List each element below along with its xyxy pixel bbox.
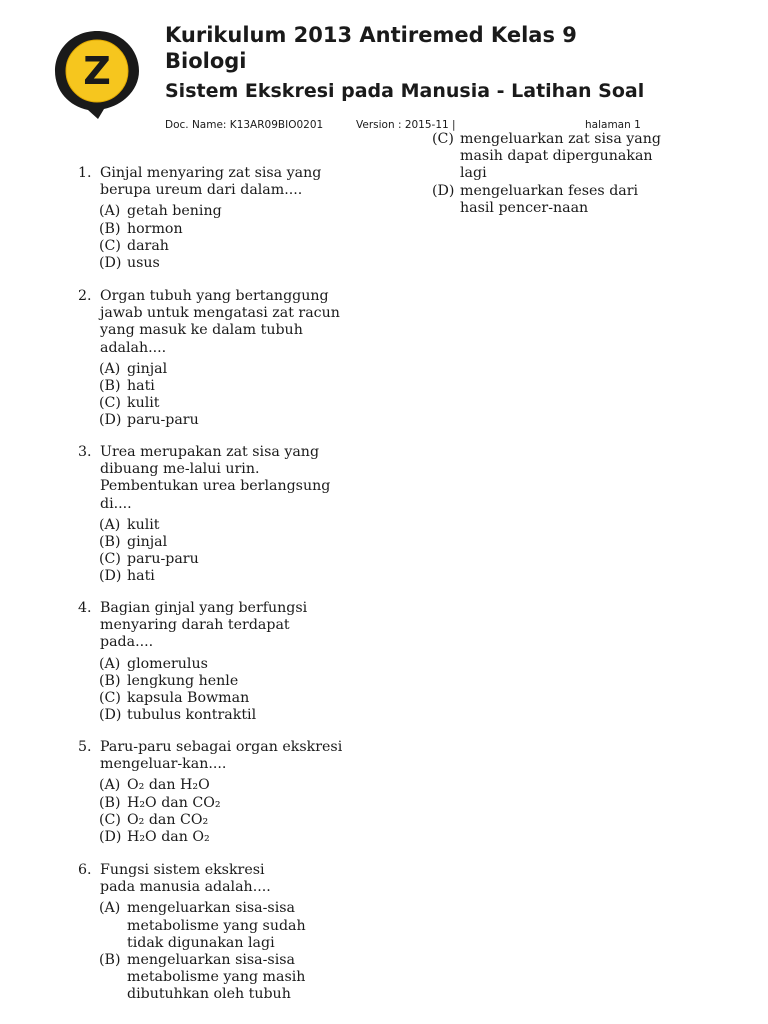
- title-line-1: Kurikulum 2013 Antiremed Kelas 9: [165, 23, 577, 47]
- option-label: (B): [99, 672, 121, 689]
- option-label: (B): [99, 952, 121, 969]
- option-label: (C): [99, 811, 121, 828]
- option-c: [99, 690, 307, 707]
- option-list: [99, 203, 321, 272]
- option-text: kulit: [127, 516, 160, 533]
- zenius-logo-icon: [52, 28, 142, 120]
- option-text: O₂ dan H₂O: [127, 777, 210, 794]
- option-text: mengeluarkan zat sisa yang masih dapat dipergunakan lagi: [460, 131, 661, 182]
- option-label: (D): [99, 255, 122, 272]
- option-text: mengeluarkan feses dari hasil pencer-naan: [460, 182, 639, 216]
- option-b: [99, 534, 330, 551]
- option-b: [99, 952, 306, 1004]
- option-text: mengeluarkan sisa-sisa metabolisme yang masih dibutuhkan oleh tubuh: [127, 952, 306, 1003]
- question-6: [78, 862, 306, 1004]
- option-label: (A): [99, 360, 121, 377]
- doc-version: Version : 2015-11 |: [356, 119, 456, 131]
- option-label: (A): [99, 203, 121, 220]
- option-text: mengeluarkan sisa-sisa metabolisme yang sudah tidak digunakan lagi: [127, 900, 306, 951]
- option-text: lengkung henle: [127, 672, 239, 689]
- option-text: getah bening: [127, 203, 222, 220]
- option-d: [99, 412, 340, 429]
- option-b: [99, 795, 342, 812]
- question-3: [78, 444, 330, 586]
- title-line-2: Biologi: [165, 49, 247, 73]
- document-title: [165, 22, 577, 74]
- option-label: (C): [99, 237, 121, 254]
- option-label: (C): [432, 131, 454, 147]
- option-a: [99, 900, 306, 952]
- question-stem: Fungsi sistem ekskresi pada manusia adalah....: [100, 862, 271, 896]
- question-2: [78, 288, 340, 430]
- question-number: 6.: [78, 862, 92, 878]
- question-stem: Organ tubuh yang bertanggung jawab untuk mengatasi zat racun yang masuk ke dalam tubuh adalah....: [100, 288, 340, 356]
- question-4: [78, 600, 307, 724]
- option-d: [99, 707, 307, 724]
- page-number: halaman 1: [585, 119, 641, 131]
- option-list: [99, 361, 340, 430]
- option-label: (D): [99, 568, 122, 585]
- question-number: 2.: [78, 288, 92, 304]
- option-b: [99, 673, 307, 690]
- option-b: [99, 378, 340, 395]
- question-number: 5.: [78, 739, 92, 755]
- option-a: [99, 361, 340, 378]
- option-label: (B): [99, 220, 121, 237]
- option-label: (D): [99, 707, 122, 724]
- option-text: hati: [127, 568, 155, 585]
- question-number: 1.: [78, 165, 92, 181]
- question-stem: Ginjal menyaring zat sisa yang berupa ureum dari dalam....: [100, 165, 322, 199]
- question-6-continued-options: [432, 131, 661, 217]
- option-d: [432, 183, 661, 217]
- option-c: [99, 812, 342, 829]
- option-list: [99, 900, 306, 1003]
- option-text: glomerulus: [127, 655, 208, 672]
- option-c: [99, 395, 340, 412]
- option-label: (A): [99, 516, 121, 533]
- option-label: (C): [99, 690, 121, 707]
- option-a: [99, 517, 330, 534]
- question-stem: Urea merupakan zat sisa yang dibuang me-lalui urin. Pembentukan urea berlangsung di....: [100, 444, 331, 512]
- option-text: H₂O dan O₂: [127, 829, 210, 846]
- option-label: (A): [99, 777, 121, 794]
- option-text: H₂O dan CO₂: [127, 794, 221, 811]
- option-list: [99, 517, 330, 586]
- logo-letter: Z: [83, 49, 111, 93]
- option-a: [99, 656, 307, 673]
- option-label: (D): [99, 412, 122, 429]
- option-c: [99, 551, 330, 568]
- option-d: [99, 568, 330, 585]
- question-1: [78, 165, 321, 272]
- option-d: [99, 255, 321, 272]
- option-b: [99, 221, 321, 238]
- option-a: [99, 777, 342, 794]
- question-number: 4.: [78, 600, 92, 616]
- option-text: darah: [127, 237, 169, 254]
- option-text: paru-paru: [127, 551, 199, 568]
- option-c: [432, 131, 661, 183]
- option-text: hati: [127, 378, 155, 395]
- option-c: [99, 238, 321, 255]
- option-text: O₂ dan CO₂: [127, 811, 209, 828]
- option-text: usus: [127, 255, 160, 272]
- option-label: (C): [99, 395, 121, 412]
- option-list: [99, 777, 342, 846]
- option-text: paru-paru: [127, 412, 199, 429]
- option-label: (D): [99, 829, 122, 846]
- option-label: (D): [432, 182, 455, 199]
- option-text: ginjal: [127, 360, 168, 377]
- question-number: 3.: [78, 444, 92, 460]
- option-label: (B): [99, 794, 121, 811]
- option-text: kapsula Bowman: [127, 690, 250, 707]
- question-5: [78, 739, 342, 846]
- option-d: [99, 829, 342, 846]
- option-text: tubulus kontraktil: [127, 707, 257, 724]
- option-list: [99, 656, 307, 725]
- option-label: (B): [99, 534, 121, 551]
- question-stem: Bagian ginjal yang berfungsi menyaring darah terdapat pada....: [100, 600, 308, 651]
- option-label: (A): [99, 900, 121, 917]
- option-text: ginjal: [127, 534, 168, 551]
- document-subtitle: Sistem Ekskresi pada Manusia - Latihan Soal: [165, 80, 645, 102]
- option-label: (A): [99, 655, 121, 672]
- question-stem: Paru-paru sebagai organ ekskresi mengeluar-kan....: [100, 739, 343, 773]
- option-label: (B): [99, 378, 121, 395]
- option-label: (C): [99, 551, 121, 568]
- option-a: [99, 203, 321, 220]
- doc-name: Doc. Name: K13AR09BIO0201: [165, 119, 324, 131]
- option-text: hormon: [127, 220, 183, 237]
- option-text: kulit: [127, 395, 160, 412]
